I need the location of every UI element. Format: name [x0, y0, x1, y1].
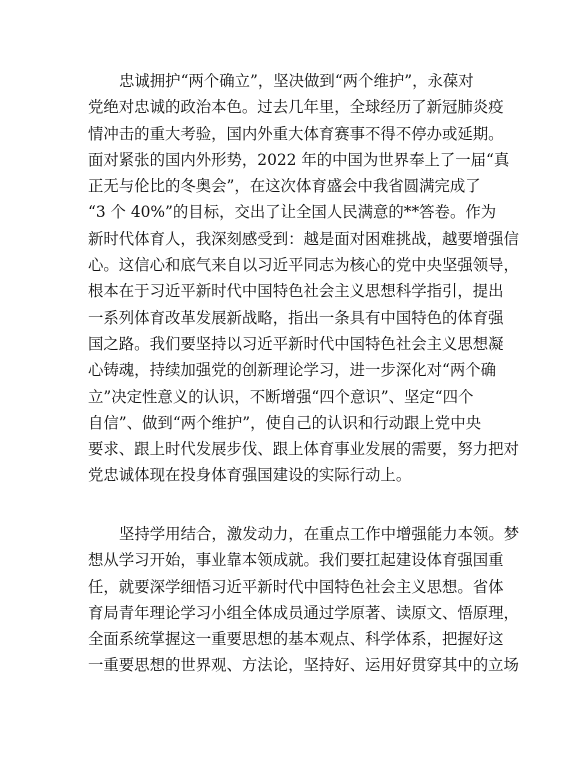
text-line: 任，就要深学细悟习近平新时代中国特色社会主义思想。省体 [88, 577, 504, 596]
text-line: 育局青年理论学习小组全体成员通过学原著、读原文、悟原理， [88, 603, 519, 622]
paragraph-2 [88, 521, 520, 679]
text-line: 根本在于习近平新时代中国特色社会主义思想科学指引，提出 [88, 282, 504, 301]
paragraph-1 [88, 68, 519, 489]
text-line: 面对紧张的国内外形势，2022 年的中国为世界奉上了一届“真 [88, 150, 510, 169]
text-line: 正无与伦比的冬奥会”，在这次体育盛会中我省圆满完成了 [88, 177, 481, 196]
text-line: 新时代体育人，我深刻感受到：越是面对困难挑战，越要增强信 [88, 229, 519, 248]
text-line: 要求、跟上时代发展步伐、跟上体育事业发展的需要，努力把对 [88, 440, 519, 459]
text-line: 自信”、做到“两个维护”，使自己的认识和行动跟上党中央 [88, 413, 481, 432]
text-line: 一系列体育改革发展新战略，指出一条具有中国特色的体育强 [88, 308, 504, 327]
text-line: 坚持学用结合，激发动力，在重点工作中增强能力本领。梦 [119, 525, 520, 543]
text-line: 党绝对忠诚的政治本色。过去几年里，全球经历了新冠肺炎疫 [88, 98, 504, 117]
text-line: 立”决定性意义的认识，不断增强“四个意识”、坚定“四个 [88, 387, 474, 406]
text-line: 想从学习开始，事业靠本领成就。我们要扛起建设体育强国重 [88, 551, 504, 570]
text-line: 一重要思想的世界观、方法论，坚持好、运用好贯穿其中的立场 [88, 656, 519, 675]
text-line: “3 个 40%”的目标，交出了让全国人民满意的**答卷。作为 [88, 203, 497, 222]
text-line: 国之路。我们要坚持以习近平新时代中国特色社会主义思想凝 [88, 334, 504, 353]
text-line: 全面系统掌握这一重要思想的基本观点、科学体系，把握好这 [88, 630, 504, 649]
text-line: 忠诚拥护“两个确立”，坚决做到“两个维护”，永葆对 [119, 72, 474, 90]
text-line: 心。这信心和底气来自以习近平同志为核心的党中央坚强领导， [88, 256, 519, 275]
text-line: 情冲击的重大考验，国内外重大体育赛事不得不停办或延期。 [88, 124, 504, 143]
text-line: 心铸魂，持续加强党的创新理论学习，进一步深化对“两个确 [88, 361, 497, 380]
text-line: 党忠诚体现在投身体育强国建设的实际行动上。 [88, 466, 412, 485]
